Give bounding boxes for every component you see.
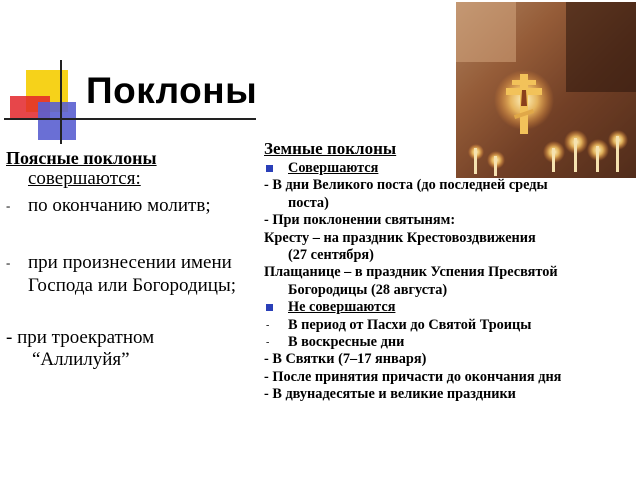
waist-bows-subheading: совершаются: xyxy=(28,168,141,189)
decor-blue-square xyxy=(38,102,76,140)
list-item: Плащанице – в праздник Успения Пресвятой Богородицы (28 августа) xyxy=(264,264,558,298)
page-title: Поклоны xyxy=(86,70,258,111)
dash-bullet-icon: - xyxy=(6,255,11,270)
list-item: - При поклонении святыням: xyxy=(264,212,456,229)
performed-label: Совершаются xyxy=(264,160,636,177)
prostrations-heading: Земные поклоны xyxy=(264,139,397,158)
square-bullet-icon xyxy=(266,160,273,177)
list-item: - После принятия причасти до окончания дня xyxy=(264,368,562,385)
list-item: - В дни Великого поста (до последней среды поста) xyxy=(264,177,548,211)
prostrations-section xyxy=(264,138,636,404)
decor-horizontal-line xyxy=(4,118,256,120)
list-item: - при произнесении имени Господа или Богородицы; xyxy=(6,252,236,296)
dash-bullet-icon: - xyxy=(266,319,270,331)
square-bullet-icon xyxy=(266,299,273,316)
waist-bows-section xyxy=(6,148,258,371)
decor-vertical-line xyxy=(60,60,62,144)
list-item: - В воскресные дни xyxy=(266,334,405,351)
waist-bows-heading: Поясные поклоны xyxy=(6,148,157,168)
list-item: - В Святки (7–17 января) xyxy=(264,351,427,368)
not-performed-label: Не совершаются xyxy=(264,299,636,316)
list-item: Кресту – на праздник Крестовоздвижения (27 сентября) xyxy=(264,229,536,264)
dash-bullet-icon: - xyxy=(6,198,11,213)
alleluia-line: - при троекратном “Аллилуйя” xyxy=(6,327,155,370)
list-item: - В двунадесятые и великие праздники xyxy=(264,386,516,403)
dash-bullet-icon: - xyxy=(266,337,270,349)
list-item: - В период от Пасхи до Святой Троицы xyxy=(266,316,532,333)
list-item: - по окончанию молитв; xyxy=(6,195,211,216)
